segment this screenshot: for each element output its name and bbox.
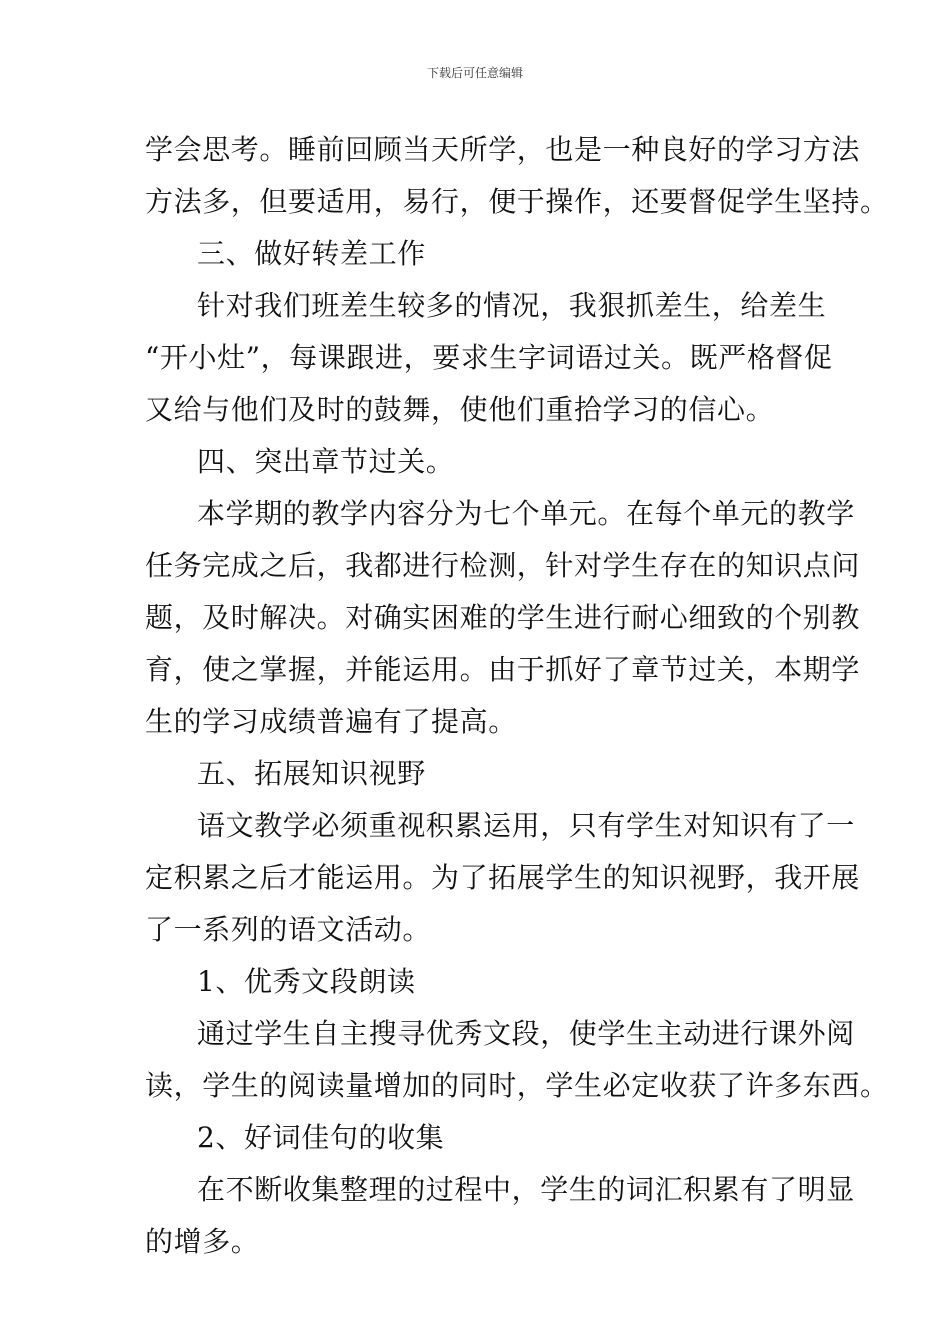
text-line: 针对我们班差生较多的情况，我狠抓差生，给差生 [197, 289, 827, 322]
text-line: “开小灶”，每课跟进，要求生字词语过关。既严格督促 [145, 341, 833, 374]
section-heading: 三、做好转差工作 [197, 237, 426, 270]
section-heading: 五、拓展知识视野 [197, 757, 426, 790]
text-line: 在不断收集整理的过程中，学生的词汇积累有了明显 [197, 1173, 855, 1206]
page-header-note: 下载后可任意编辑 [426, 66, 523, 80]
text-line: 题，及时解决。对确实困难的学生进行耐心细致的个别教 [145, 601, 861, 634]
text-line: 本学期的教学内容分为七个单元。在每个单元的教学 [197, 497, 855, 530]
text-line: 语文教学必须重视积累运用，只有学生对知识有了一 [197, 809, 855, 842]
subsection-heading: 2、好词佳句的收集 [197, 1121, 445, 1154]
text-line: 通过学生自主搜寻优秀文段，使学生主动进行课外阅 [197, 1017, 855, 1050]
text-line: 方法多，但要适用，易行，便于操作，还要督促学生坚持。 [145, 185, 889, 218]
section-heading: 四、突出章节过关。 [197, 445, 455, 478]
text-line: 定积累之后才能运用。为了拓展学生的知识视野，我开展 [145, 861, 861, 894]
text-line: 生的学习成绩普遍有了提高。 [145, 705, 517, 738]
text-line: 了一系列的语文活动。 [145, 913, 432, 946]
text-line: 学会思考。睡前回顾当天所学，也是一种良好的学习方法 [145, 133, 861, 166]
text-line: 育，使之掌握，并能运用。由于抓好了章节过关，本期学 [145, 653, 861, 686]
subsection-heading: 1、优秀文段朗读 [197, 965, 416, 998]
document-body [145, 124, 889, 1268]
text-line: 任务完成之后，我都进行检测，针对学生存在的知识点问 [145, 549, 861, 582]
text-line: 的增多。 [145, 1225, 260, 1258]
text-line: 又给与他们及时的鼓舞，使他们重拾学习的信心。 [145, 393, 775, 426]
text-line: 读，学生的阅读量增加的同时，学生必定收获了许多东西。 [145, 1069, 889, 1102]
